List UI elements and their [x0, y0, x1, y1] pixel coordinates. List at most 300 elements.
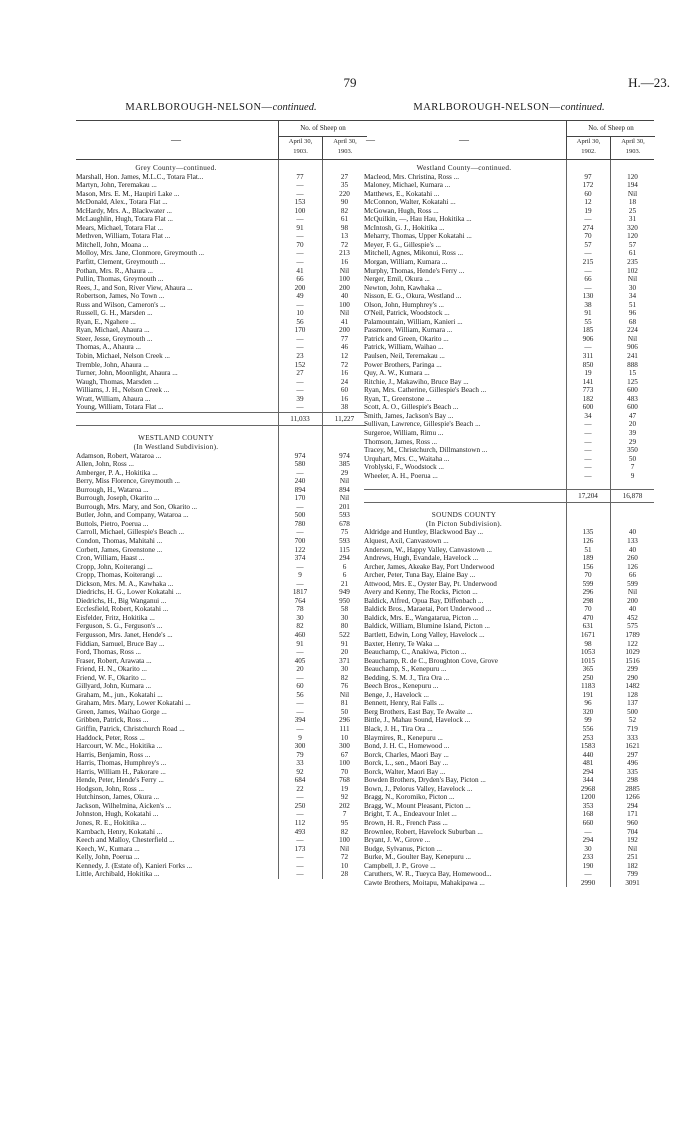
table-row: [76, 870, 366, 879]
table-row: [76, 597, 366, 606]
table-row: [76, 708, 366, 717]
table-row: [364, 207, 654, 216]
sheep-count-2: 251: [627, 853, 638, 862]
sheep-count-2: 40: [340, 292, 349, 301]
table-row: [364, 420, 654, 429]
sheep-count-1: —: [296, 249, 304, 258]
sheep-count-2: 3091: [625, 878, 640, 887]
owner-name: Ryan, Mrs. Catherine, Gillespie's Beach ...: [364, 386, 487, 395]
table-row: [76, 528, 366, 537]
sheep-count-1: 600: [582, 403, 594, 412]
section-heading: [76, 443, 366, 452]
sheep-count-1: 460: [294, 630, 306, 639]
sheep-count-1: 60: [584, 189, 592, 198]
sheep-count-2: 171: [627, 810, 638, 819]
sheep-count-2: 50: [340, 707, 349, 716]
sheep-count-2: 719: [627, 725, 638, 733]
owner-name: Smith, James, Jackson's Bay ...: [364, 411, 454, 420]
table-row: [76, 828, 366, 837]
sheep-count-2: 120: [627, 172, 638, 181]
sheep-count-1: 82: [296, 622, 304, 631]
owner-name: Ecclesfield, Robert, Kokatahi ...: [76, 605, 169, 614]
sheep-count-2: 76: [340, 682, 349, 691]
table-row: [76, 776, 366, 785]
table-row: [76, 326, 366, 335]
sheep-count-2: 6: [342, 562, 347, 571]
sheep-count-1: 91: [584, 309, 592, 318]
table-row: [364, 173, 654, 182]
owner-name: Scott, A. O., Gillespie's Beach ...: [364, 403, 459, 412]
sheep-count-2: 182: [627, 861, 638, 870]
table-row: [76, 622, 366, 631]
table-row: [364, 455, 654, 464]
sheep-count-1: 19: [584, 369, 592, 378]
sheep-count-1: 34: [584, 411, 592, 420]
owner-name: Macleod, Mrs. Christina, Ross ...: [364, 172, 460, 181]
sheep-count-1: 30: [296, 613, 304, 622]
sheep-count-1: 92: [296, 767, 304, 776]
table-row: [76, 674, 366, 683]
sheep-count-1: —: [584, 463, 592, 472]
section-heading-text: Grey County—continued.: [135, 164, 217, 172]
sheep-count-1: 41: [296, 266, 304, 275]
sheep-count-1: —: [296, 189, 304, 198]
sheep-count-2: Nil: [627, 334, 638, 343]
sheep-count-1: 780: [294, 519, 306, 528]
sheep-count-2: 137: [627, 699, 638, 708]
owner-name: McIntosh, G. J., Hokitika ...: [364, 223, 445, 232]
sheep-count-1: 27: [296, 369, 304, 378]
owner-name: Avery and Kenny, The Rocks, Picton ...: [364, 588, 478, 597]
owner-name: Fraser, Robert, Arawata ...: [76, 656, 152, 665]
owner-name: Sullivan, Lawrence, Gillespie's Beach ...: [364, 420, 481, 429]
table-row: [364, 828, 654, 837]
sheep-count-2: 294: [627, 801, 638, 810]
sheep-count-2: 192: [627, 836, 638, 845]
sheep-count-1: —: [296, 648, 304, 657]
table-row: [364, 802, 654, 811]
sheep-count-2: 16: [340, 369, 349, 378]
page-number: 79: [343, 75, 357, 90]
owner-name: McHardy, Mrs. A., Blackwater ...: [76, 206, 172, 215]
table-row: [364, 429, 654, 438]
sheep-count-1: 580: [294, 460, 306, 469]
section-heading-text: (In Picton Subdivision).: [425, 519, 503, 528]
table-row: [364, 258, 654, 267]
table-row: [76, 469, 366, 478]
table-row: [76, 292, 366, 301]
sheep-count-2: 16: [340, 394, 349, 403]
table-row: [76, 343, 366, 352]
sheep-count-2: 11,227: [334, 414, 355, 423]
section-heading: [364, 511, 654, 520]
sheep-count-2: 949: [339, 588, 350, 597]
owner-name: Martyn, John, Teremakau ...: [76, 181, 157, 190]
column-title: MARLBOROUGH-NELSON—continued.: [125, 102, 317, 113]
table-row: [76, 682, 366, 691]
table-row: [76, 563, 366, 572]
sheep-count-2: 61: [628, 249, 637, 258]
sheep-count-1: 1200: [580, 793, 596, 802]
sheep-count-2: 768: [339, 776, 350, 785]
sheep-count-1: —: [584, 283, 592, 292]
owner-name: Ryan, Michael, Ahaura ...: [76, 326, 150, 335]
table-row: [76, 215, 366, 224]
table-row: [76, 477, 366, 486]
sheep-count-1: —: [296, 870, 304, 879]
sheep-count-2: 25: [628, 206, 637, 215]
sheep-count-1: 135: [582, 528, 594, 537]
owner-name: Ryan, T., Greenstone ...: [364, 394, 432, 403]
table-row: [364, 369, 654, 378]
table-row: [364, 318, 654, 327]
table-row: [364, 597, 654, 606]
sheep-count-2: 333: [627, 733, 638, 742]
owner-name: Thomson, James, Ross ...: [364, 437, 438, 446]
sheep-count-2: 92: [340, 793, 349, 802]
owner-name: Bowden Brothers, Dryden's Bay, Picton ...: [364, 776, 486, 785]
owner-name: Baxter, Henry, Te Waka ...: [364, 639, 440, 648]
table-row: [364, 819, 654, 828]
table-row: [364, 352, 654, 361]
table-row: [364, 845, 654, 854]
sheep-count-1: 470: [582, 613, 594, 622]
table-row: [364, 275, 654, 284]
owner-name: Campbell, J. P., Grove ...: [364, 861, 436, 870]
owner-name: Mitchell, John, Moana ...: [76, 240, 149, 249]
table-row: [364, 742, 654, 751]
sheep-count-2: 96: [628, 309, 637, 318]
table-row: [76, 836, 366, 845]
table-row: [76, 691, 366, 700]
owner-name: Brown, H. R., French Pass ...: [364, 819, 448, 828]
sheep-count-1: 353: [582, 801, 594, 810]
sheep-count-2: Nil: [627, 189, 638, 198]
owner-name: Rees, J., and Son, River View, Ahaura ...: [76, 283, 193, 292]
sheep-count-1: 182: [582, 394, 594, 403]
sheep-count-1: 99: [584, 716, 592, 725]
sheep-count-2: 241: [627, 352, 638, 361]
sheep-count-1: 850: [582, 360, 594, 369]
table-row: [76, 452, 366, 461]
sheep-count-1: 274: [582, 223, 594, 232]
name-column-header: —: [171, 135, 181, 146]
sheep-count-2: 100: [339, 836, 350, 845]
sheep-count-2: 960: [627, 819, 638, 828]
sheep-count-1: 700: [294, 536, 306, 545]
sheep-count-1: —: [584, 870, 592, 879]
sheep-count-1: 253: [582, 733, 594, 742]
sheep-count-2: Nil: [627, 844, 638, 853]
table-row: [364, 605, 654, 614]
owner-name: Tracey, M., Christchurch, Dillmanstown ...: [364, 446, 488, 455]
sheep-count-1: 631: [582, 622, 594, 631]
spacer: [364, 480, 654, 489]
owner-name: Patrick, William, Waihao ...: [364, 343, 444, 352]
owner-name: Gribben, Patrick, Ross ...: [76, 716, 149, 725]
sheep-count-2: 19: [340, 784, 349, 793]
sheep-count-2: 91: [340, 639, 349, 648]
sheep-count-1: 240: [294, 477, 306, 486]
sheep-count-2: 47: [628, 411, 637, 420]
table-row: [76, 224, 366, 233]
sheep-count-2: 906: [627, 343, 638, 352]
sheep-count-1: —: [296, 793, 304, 802]
owner-name: Johnston, Hugh, Kokatahi ...: [76, 810, 159, 819]
sheep-count-1: 97: [584, 172, 592, 181]
sheep-count-1: 141: [582, 377, 594, 386]
sheep-count-1: —: [296, 334, 304, 343]
owner-name: Fiddian, Samuel, Bruce Bay ...: [76, 639, 165, 648]
sheep-count-2: 125: [627, 377, 638, 386]
owner-name: Palamountain, William, Kanieri ...: [364, 317, 463, 326]
sheep-count-2: 20: [340, 648, 349, 657]
sheep-count-1: 39: [296, 394, 304, 403]
sheep-count-1: 79: [296, 750, 304, 759]
sheep-count-2: 200: [339, 283, 350, 292]
owner-name: McDonald, Alex., Totara Flat ...: [76, 198, 168, 207]
owner-name: Maloney, Michael, Kumara ...: [364, 181, 451, 190]
owner-name: Baldick, Alfred, Opua Bay, Diffenbach ...: [364, 596, 484, 605]
owner-name: Adamson, Robert, Wataroa ...: [76, 451, 162, 460]
table-row: [76, 853, 366, 862]
sheep-count-1: 152: [294, 360, 306, 369]
owner-name: Harcourt, W. Mc., Hokitika ...: [76, 742, 163, 751]
table-row: [364, 412, 654, 421]
table-row: [364, 691, 654, 700]
section-heading-text: WESTLAND COUNTY: [138, 434, 214, 443]
owner-name: Keech and Malloy, Chesterfield ...: [76, 836, 175, 845]
date-header-1: April 30, 1902.: [566, 137, 610, 159]
sheep-count-1: 185: [582, 326, 594, 335]
table-row: [364, 810, 654, 819]
table-row: [76, 631, 366, 640]
sheep-count-2: 28: [340, 870, 349, 879]
owner-name: Karnbach, Henry, Kokatahi ...: [76, 827, 163, 836]
section-heading: [76, 434, 366, 443]
table-row: [364, 836, 654, 845]
owner-name: Burrough, Joseph, Okarito ...: [76, 494, 160, 503]
owner-name: Waugh, Thomas, Marsden ...: [76, 377, 159, 386]
sheep-header: No. of Sheep on: [278, 121, 367, 137]
sheep-count-2: 20: [628, 420, 637, 429]
table-row: [364, 386, 654, 395]
sheep-count-2: 51: [628, 300, 637, 309]
owner-name: Marshall, Hon. James, M.L.C., Totara Flat...: [76, 172, 204, 181]
owner-name: Aldridge and Huntley, Blackwood Bay ...: [364, 528, 484, 537]
owner-name: Thomas, A., Ahaura ...: [76, 343, 141, 352]
sheep-count-2: 40: [628, 545, 637, 554]
sheep-count-2: 100: [339, 759, 350, 768]
owner-name: Russ and Wilson, Cameron's ...: [76, 300, 166, 309]
sheep-count-1: —: [584, 471, 592, 480]
sheep-count-2: 27: [340, 172, 349, 181]
owner-name: Keech, W., Kumara ...: [76, 844, 140, 853]
owner-name: Hutchinson, James, Okura ...: [76, 793, 160, 802]
sheep-count-1: 23: [296, 352, 304, 361]
sheep-count-2: 1029: [625, 648, 640, 657]
owner-name: Ryan, E., Ngahere ...: [76, 317, 136, 326]
sheep-count-2: 496: [627, 759, 638, 768]
sheep-count-1: 1053: [580, 648, 596, 657]
table-row: [76, 386, 366, 395]
table-row: [364, 674, 654, 683]
owner-name: Black, J. H., Tira Ora ...: [364, 725, 433, 733]
owner-name: Power Brothers, Paringa ...: [364, 360, 442, 369]
sheep-count-2: 593: [339, 536, 350, 545]
owner-name: Quy, A. W., Kumara ...: [364, 369, 430, 378]
sheep-count-2: 9: [630, 471, 635, 480]
owner-name: Baldick Bros., Maraetai, Port Underwood ...: [364, 605, 492, 614]
table-row: [364, 190, 654, 199]
owner-name: Passmore, William, Kumara ...: [364, 326, 453, 335]
sheep-count-2: 100: [339, 300, 350, 309]
sheep-count-2: 15: [628, 369, 637, 378]
owner-name: Cron, William, Haast ...: [76, 554, 145, 563]
owner-name: Kelly, John, Poerua ...: [76, 853, 140, 862]
sheep-count-1: —: [296, 725, 304, 733]
sheep-count-2: Nil: [627, 588, 638, 597]
sheep-count-2: 29: [628, 437, 637, 446]
table-row: [364, 751, 654, 760]
sheep-header: No. of Sheep on: [566, 121, 655, 137]
owner-name: Andrews, Hugh, Evandale, Havelock ...: [364, 554, 479, 563]
sheep-count-2: 297: [627, 750, 638, 759]
owner-name: Murphy, Thomas, Hende's Ferry ...: [364, 266, 465, 275]
sheep-count-1: 96: [584, 699, 592, 708]
sheep-count-2: 41: [340, 317, 349, 326]
sheep-count-1: 1183: [580, 682, 596, 691]
owner-name: Pothan, Mrs. R., Ahaura ...: [76, 266, 153, 275]
sheep-count-2: Nil: [339, 690, 350, 699]
table-row: [76, 395, 366, 404]
sheep-count-1: 168: [582, 810, 594, 819]
sheep-count-1: —: [296, 502, 304, 511]
table-row: [364, 537, 654, 546]
owner-name: Berg Brothers, East Bay, Te Awaite ...: [364, 707, 473, 716]
owner-name: Gillyard, John, Kumara ...: [76, 682, 152, 691]
date-header-1: April 30, 1903.: [278, 137, 322, 159]
table-row: [76, 241, 366, 250]
table-row: [364, 734, 654, 743]
sheep-count-1: 33: [296, 759, 304, 768]
table-row: [364, 528, 654, 537]
table-row: [364, 446, 654, 455]
sheep-count-1: 112: [294, 819, 306, 828]
table-row: [76, 403, 366, 412]
table-row: [364, 657, 654, 666]
sheep-count-2: 224: [627, 326, 638, 335]
sheep-count-1: —: [296, 403, 304, 412]
sheep-count-1: 320: [582, 707, 594, 716]
owner-name: Cropp, John, Koiterangi ...: [76, 562, 153, 571]
sheep-count-2: 678: [339, 519, 350, 528]
sheep-count-2: 974: [339, 451, 350, 460]
table-row: [76, 503, 366, 512]
sheep-count-1: —: [584, 428, 592, 437]
sheep-count-1: 1817: [292, 588, 308, 597]
sheep-count-2: 52: [628, 716, 637, 725]
owner-name: Fergusson, Mrs. Janet, Hende's ...: [76, 630, 173, 639]
sheep-count-1: 684: [294, 776, 306, 785]
name-column-header: —: [459, 135, 469, 146]
sheep-count-2: 128: [627, 690, 638, 699]
table-row: [76, 275, 366, 284]
table-row: [76, 352, 366, 361]
owner-name: Hodgson, John, Ross ...: [76, 784, 144, 793]
owner-name: Bedding, S. M. J., Tira Ora ...: [364, 673, 450, 682]
sheep-count-1: 300: [294, 742, 306, 751]
table-row: [76, 361, 366, 370]
sheep-count-1: 599: [582, 579, 594, 588]
sheep-count-2: 72: [340, 853, 349, 862]
sheep-count-2: 95: [340, 819, 349, 828]
owner-name: Attwood, Mrs. E., Oyster Bay, Pt. Underwood: [364, 579, 497, 588]
owner-name: McQuilkin, —, Hau Hau, Hokitika ...: [364, 215, 472, 224]
sheep-count-2: 7: [630, 463, 635, 472]
sheep-count-2: 90: [340, 198, 349, 207]
owner-name: Matthews, E., Kokatahi ...: [364, 189, 440, 198]
sheep-count-1: 294: [582, 767, 594, 776]
sheep-count-1: 91: [296, 223, 304, 232]
sheep-count-1: 894: [294, 485, 306, 494]
sheep-count-1: 70: [296, 240, 304, 249]
table-row: [364, 232, 654, 241]
owner-name: Morgan, William, Kumara ...: [364, 258, 448, 267]
sheep-count-2: 575: [627, 622, 638, 631]
table-row: [364, 622, 654, 631]
owner-name: Borck, Charles, Maori Bay ...: [364, 750, 449, 759]
table-row: [76, 318, 366, 327]
sheep-count-2: 82: [340, 827, 349, 836]
sheep-count-1: 298: [582, 596, 594, 605]
sheep-count-2: 385: [339, 460, 350, 469]
owner-name: Meyer, F. G., Gillespie's ...: [364, 240, 441, 249]
sheep-count-2: 500: [627, 707, 638, 716]
owner-name: Diedrichs, H., Big Wanganui ...: [76, 596, 167, 605]
spacer: [76, 426, 366, 435]
table-row: [364, 249, 654, 258]
table-row: [364, 472, 654, 481]
sheep-count-1: 556: [582, 725, 594, 733]
owner-name: Jackson, Wilhelmina, Aicken's ...: [76, 801, 172, 810]
table-row: [364, 438, 654, 447]
sheep-count-2: 38: [340, 403, 349, 412]
section-heading-text: (In Westland Subdivision).: [133, 442, 219, 451]
owner-name: Wratt, William, Ahaura ...: [76, 394, 151, 403]
sheep-count-1: 344: [582, 776, 594, 785]
owner-name: McLaughlin, Hugh, Totara Flat ...: [76, 215, 173, 224]
owner-name: Graham, Mrs. Mary, Lower Kokatahi ...: [76, 699, 191, 708]
owner-name: Burrough, Mrs. Mary, and Son, Okarito ...: [76, 502, 198, 511]
table-row: [364, 699, 654, 708]
sheep-count-1: —: [296, 673, 304, 682]
sheep-count-1: 974: [294, 451, 306, 460]
sheep-count-2: 29: [340, 468, 349, 477]
sheep-count-1: 2968: [580, 784, 596, 793]
sheep-count-1: 440: [582, 750, 594, 759]
table-row: [76, 181, 366, 190]
owner-name: Archer, Peter, Tuna Bay, Elaine Bay ...: [364, 571, 476, 580]
sheep-count-2: 300: [339, 742, 350, 751]
sheep-count-1: 172: [582, 181, 594, 190]
section-heading-text: Westland County—continued.: [416, 164, 512, 172]
table-row: [76, 198, 366, 207]
sheep-count-2: 201: [339, 502, 350, 511]
owner-name: Carroll, Michael, Gillespie's Beach ...: [76, 528, 185, 537]
sheep-count-1: —: [296, 343, 304, 352]
date-header-2: April 30, 1903.: [610, 137, 655, 159]
